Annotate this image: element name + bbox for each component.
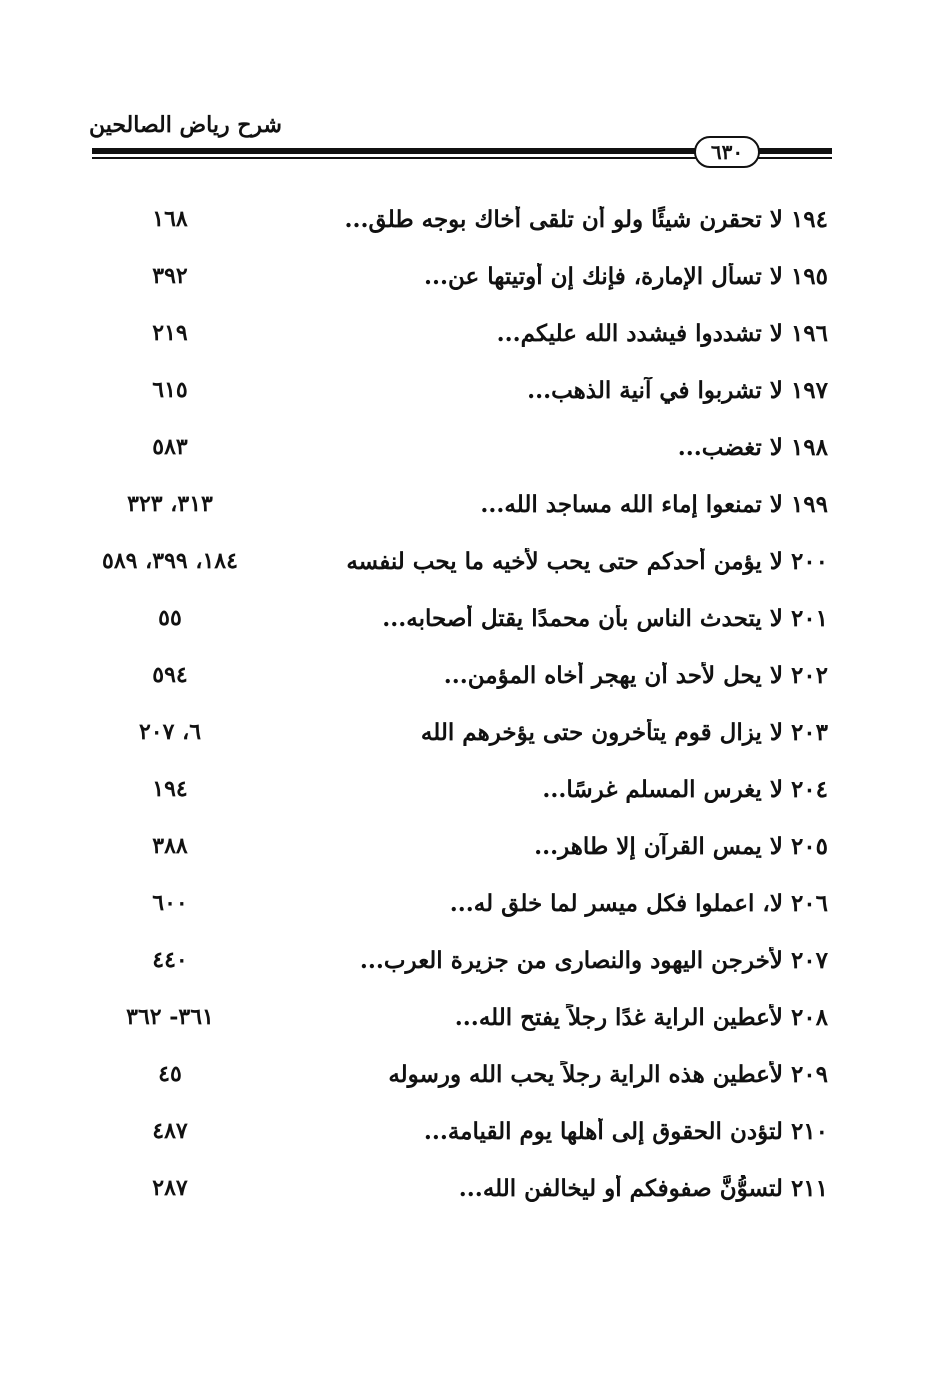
entry-pages: ٤٥ xyxy=(158,1061,182,1087)
index-row xyxy=(0,1165,946,1222)
entry-hadith: لا يغرس المسلم غرسًا... xyxy=(542,776,783,803)
entry-pages: ٥٥ xyxy=(158,605,182,631)
entry-pages: ٤٨٧ xyxy=(152,1118,188,1144)
entry-number: ٢٠١ xyxy=(790,605,828,632)
entry-text xyxy=(360,947,828,974)
entry-number: ١٩٦ xyxy=(790,320,828,347)
index-row xyxy=(0,367,946,424)
entry-pages: ٥٨٣ xyxy=(152,434,188,460)
entry-pages: ١٦٨ xyxy=(152,206,188,232)
entry-hadith: لا تشربوا في آنية الذهب... xyxy=(527,377,783,404)
entry-text xyxy=(382,605,828,632)
entry-text xyxy=(459,1175,828,1202)
entry-number: ٢٠٨ xyxy=(790,1004,828,1031)
entry-pages: ١٩٤ xyxy=(152,776,188,802)
entry-text xyxy=(450,890,828,917)
entry-number: ٢١٠ xyxy=(790,1118,828,1145)
entry-text xyxy=(480,491,828,518)
entry-hadith: لا تمنعوا إماء الله مساجد الله... xyxy=(480,491,783,518)
entry-text xyxy=(424,263,828,290)
entry-text xyxy=(497,320,828,347)
index-row xyxy=(0,595,946,652)
entry-pages: ١٨٤، ٣٩٩، ٥٨٩ xyxy=(102,548,238,574)
entry-number: ٢٠٧ xyxy=(790,947,828,974)
entry-text xyxy=(424,1118,828,1145)
index-row xyxy=(0,709,946,766)
entry-number: ٢١١ xyxy=(790,1175,828,1202)
entry-text xyxy=(527,377,828,404)
entry-hadith: لا يتحدث الناس بأن محمدًا يقتل أصحابه... xyxy=(382,605,783,632)
entry-hadith: لا يزال قوم يتأخرون حتى يؤخرهم الله xyxy=(420,719,783,746)
entry-number: ٢٠٢ xyxy=(790,662,828,689)
index-row xyxy=(0,424,946,481)
index-row xyxy=(0,652,946,709)
entry-pages: ٢١٩ xyxy=(152,320,188,346)
entry-pages: ٣١٣، ٣٢٣ xyxy=(127,491,213,517)
entry-pages: ٣٩٢ xyxy=(152,263,188,289)
entry-hadith: لا تغضب... xyxy=(677,434,783,461)
index-row xyxy=(0,1108,946,1165)
entry-text xyxy=(455,1004,828,1031)
entry-hadith: لا يمس القرآن إلا طاهر... xyxy=(534,833,783,860)
entry-hadith: لتؤدن الحقوق إلى أهلها يوم القيامة... xyxy=(423,1118,783,1145)
entry-text xyxy=(534,833,828,860)
entry-hadith: لأخرجن اليهود والنصارى من جزيرة العرب... xyxy=(359,947,783,974)
entry-number: ١٩٤ xyxy=(790,206,828,233)
entry-pages: ٥٩٤ xyxy=(152,662,188,688)
entry-text xyxy=(421,719,828,746)
page-number-badge xyxy=(694,136,760,168)
entry-pages: ٦١٥ xyxy=(152,377,188,403)
entry-text xyxy=(444,662,828,689)
entry-number: ١٩٧ xyxy=(790,377,828,404)
index-row xyxy=(0,253,946,310)
index-row xyxy=(0,937,946,994)
entry-hadith: لأعطين هذه الراية رجلاً يحب الله ورسوله xyxy=(388,1061,783,1088)
entry-hadith: لا تسأل الإمارة، فإنك إن أوتيتها عن... xyxy=(424,263,783,290)
entry-hadith: لتسوُّنَّ صفوفكم أو ليخالفن الله... xyxy=(458,1175,783,1202)
entry-number: ٢٠٣ xyxy=(790,719,828,746)
entry-text xyxy=(345,206,829,233)
entry-text xyxy=(346,548,828,575)
running-title: شرح رياض الصالحين xyxy=(88,112,282,138)
entry-number: ١٩٨ xyxy=(790,434,828,461)
index-row xyxy=(0,766,946,823)
entry-number: ٢٠٥ xyxy=(790,833,828,860)
entry-hadith: لا يؤمن أحدكم حتى يحب لأخيه ما يحب لنفسه xyxy=(346,548,783,575)
entry-number: ٢٠٦ xyxy=(790,890,828,917)
entry-text xyxy=(542,776,828,803)
entry-text xyxy=(678,434,828,461)
entry-pages: ٦، ٢٠٧ xyxy=(138,719,202,745)
entry-pages: ٤٤٠ xyxy=(152,947,188,973)
entry-hadith: لا يحل لأحد أن يهجر أخاه المؤمن... xyxy=(443,662,783,689)
page-header xyxy=(0,0,946,190)
entry-hadith: لا تحقرن شيئًا ولو أن تلقى أخاك بوجه طلق... xyxy=(344,206,783,233)
entry-hadith: لا، اعملوا فكل ميسر لما خلق له... xyxy=(449,890,783,917)
entry-pages: ٣٦١- ٣٦٢ xyxy=(126,1004,214,1030)
index-row xyxy=(0,196,946,253)
entry-pages: ٦٠٠ xyxy=(152,890,188,916)
entry-text xyxy=(388,1061,828,1088)
index-row xyxy=(0,481,946,538)
entry-number: ٢٠٤ xyxy=(790,776,828,803)
index-row xyxy=(0,994,946,1051)
index-row xyxy=(0,310,946,367)
entry-number: ٢٠٩ xyxy=(790,1061,828,1088)
entry-hadith: لأعطين الراية غدًا رجلاً يفتح الله... xyxy=(454,1004,783,1031)
index-row xyxy=(0,880,946,937)
index-row xyxy=(0,1051,946,1108)
entry-number: ١٩٩ xyxy=(790,491,828,518)
entry-pages: ٢٨٧ xyxy=(152,1175,188,1201)
index-row xyxy=(0,823,946,880)
entry-number: ١٩٥ xyxy=(790,263,828,290)
page-number: ٦٣٠ xyxy=(710,140,744,164)
entry-pages: ٣٨٨ xyxy=(152,833,188,859)
entry-hadith: لا تشددوا فيشدد الله عليكم... xyxy=(496,320,783,347)
index-row xyxy=(0,538,946,595)
hadith-index-list xyxy=(0,196,946,1222)
entry-number: ٢٠٠ xyxy=(790,548,828,575)
